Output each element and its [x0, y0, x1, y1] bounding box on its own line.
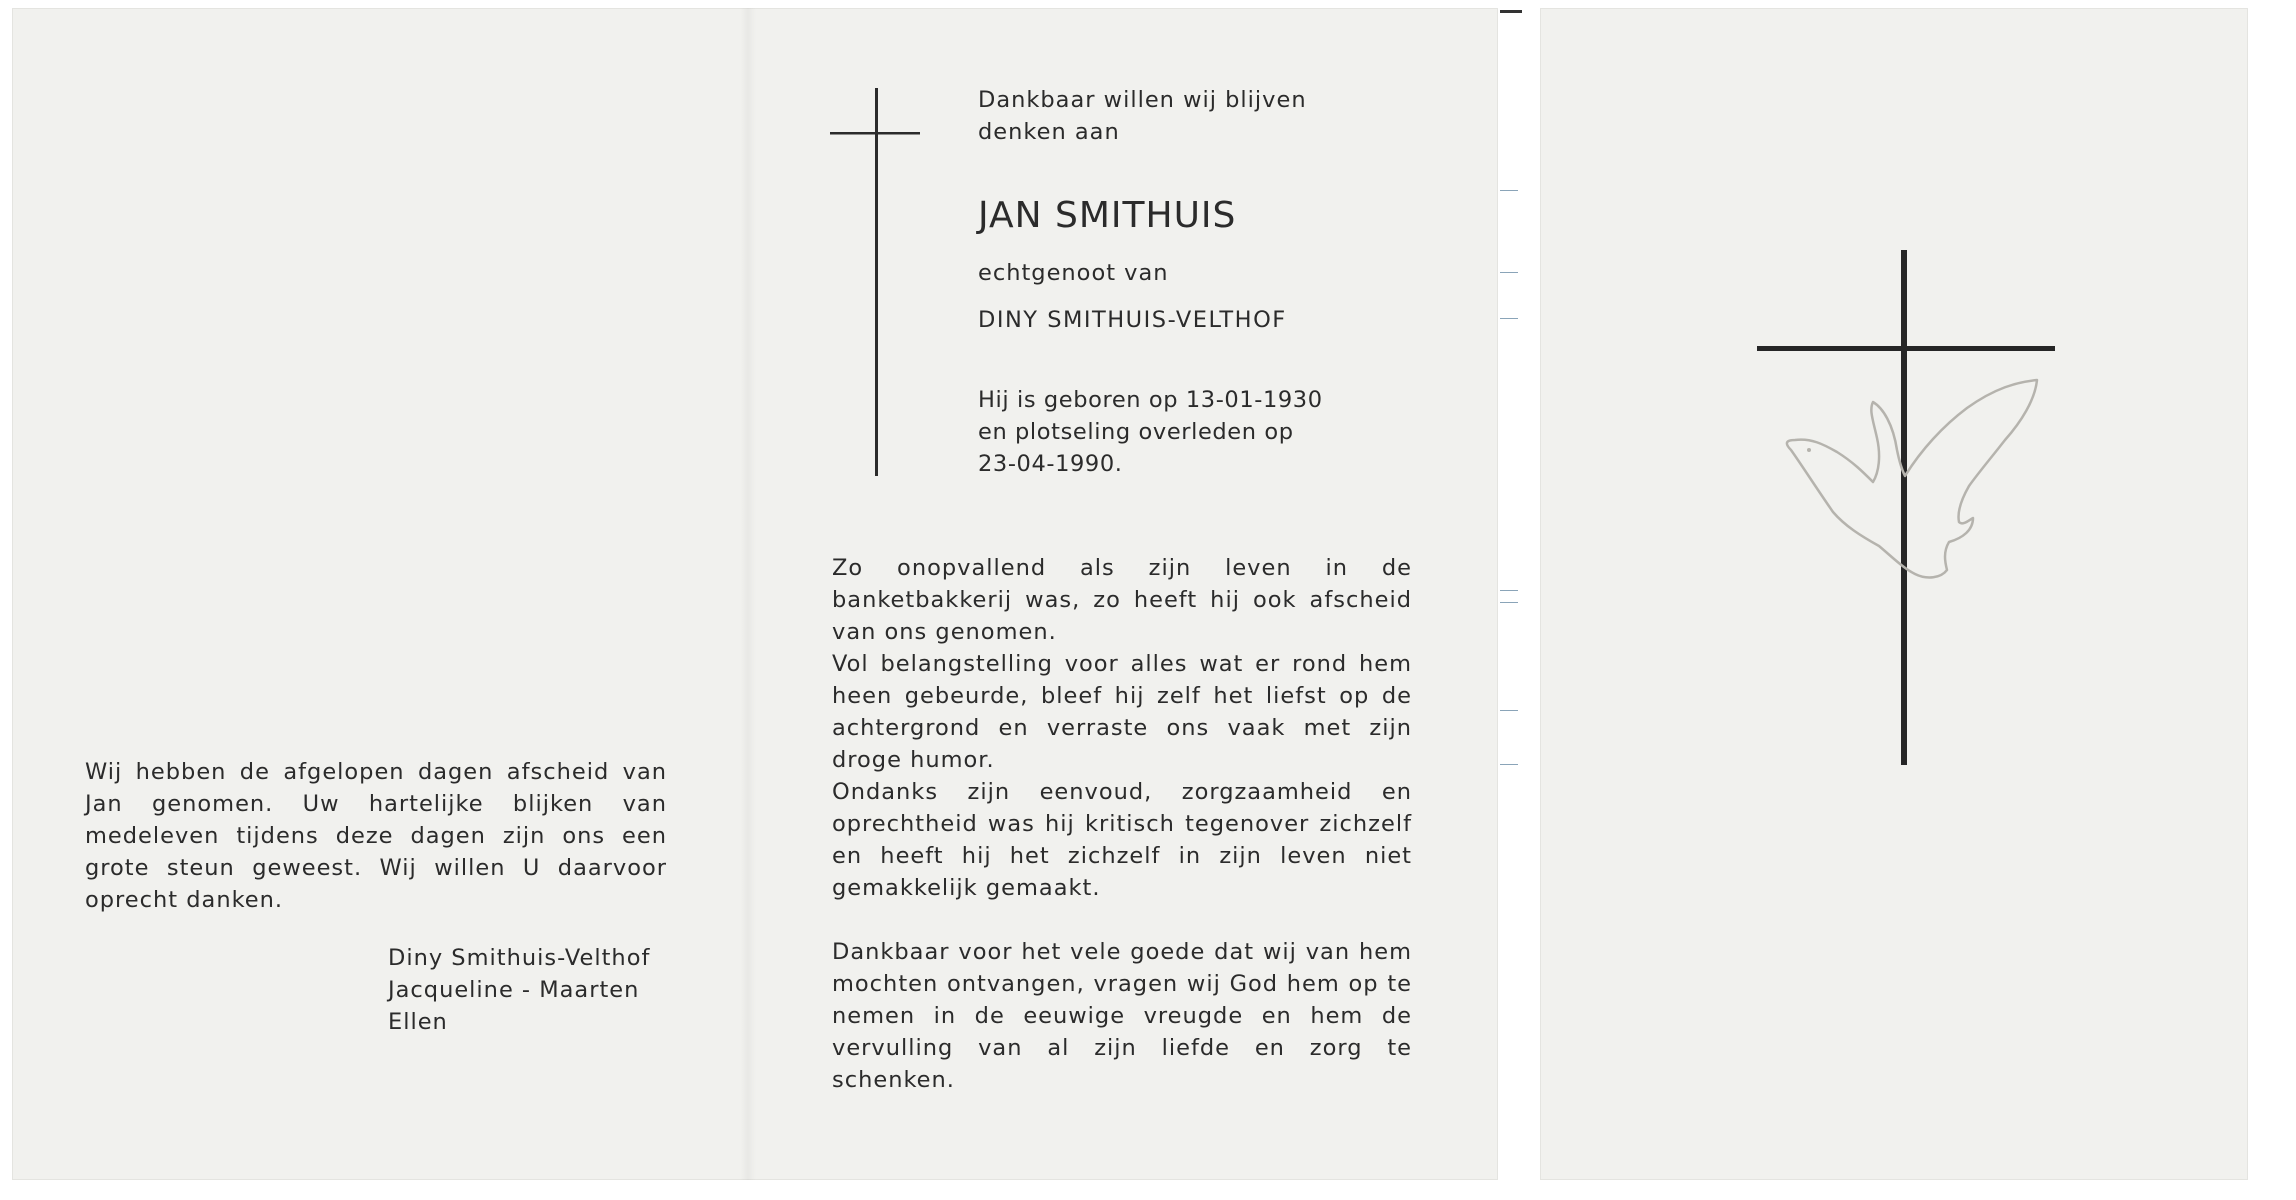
signature-line: Jacqueline - Maarten — [388, 977, 640, 1003]
spouse-name: DINY SMITHUIS-VELTHOF — [978, 307, 1287, 333]
signature-line: Ellen — [388, 1009, 448, 1035]
dove-eye — [1807, 448, 1811, 452]
intro-text — [978, 84, 1398, 148]
intro-line: Dankbaar willen wij blijven — [978, 87, 1307, 113]
scan-mark — [1500, 602, 1518, 603]
deceased-name: JAN SMITHUIS — [978, 195, 1237, 236]
memorial-paragraph: Vol belangstelling voor alles wat er rond hem heen gebeurde, bleef hij zelf het liefst op de achtergrond en verraste ons vaak met zijn droge humor. — [832, 651, 1412, 773]
closing-paragraph: Dankbaar voor het vele goede dat wij van hem mochten ontvangen, vragen wij God hem op te nemen in de eeuwige vreugde en hem de vervulling van al zijn liefde en zorg te schenken. — [832, 939, 1412, 1093]
spouse-prefix: echtgenoot van — [978, 260, 1169, 286]
dove-icon — [1787, 380, 2037, 577]
front-illustration — [1745, 250, 2095, 780]
scan-mark — [1500, 764, 1518, 765]
scan-mark — [1500, 710, 1518, 711]
life-dates — [978, 384, 1378, 480]
scan-mark — [1500, 590, 1518, 591]
cross-icon — [1757, 250, 2055, 765]
signature-line: Diny Smithuis-Velthof — [388, 945, 651, 971]
dates-line: Hij is geboren op 13-01-1930 — [978, 387, 1323, 413]
scan-mark — [1500, 318, 1518, 319]
intro-line: denken aan — [978, 119, 1120, 145]
memorial-paragraph: Ondanks zijn eenvoud, zorgzaamheid en oprechtheid was hij kritisch tegenover zichzelf en heeft hij het zichzelf in zijn leven niet gemakkelijk gemaakt. — [832, 779, 1412, 901]
dates-line: 23-04-1990. — [978, 451, 1123, 477]
cross-icon — [830, 88, 920, 476]
scan-mark — [1500, 272, 1518, 273]
scan-mark — [1500, 10, 1522, 13]
memorial-paragraph: Zo onopvallend als zijn leven in de banketbakkerij was, zo heeft hij ook afscheid van ons genomen. — [832, 555, 1412, 645]
signatures — [388, 942, 688, 1038]
thanks-message: Wij hebben de afgelopen dagen afscheid van Jan genomen. Uw hartelijke blijken van medeleven tijdens deze dagen zijn ons een grote steun geweest. Wij willen U daarvoor oprecht danken. — [85, 759, 667, 913]
scan-mark — [1500, 190, 1518, 191]
card-fold — [740, 8, 756, 1180]
dates-line: en plotseling overleden op — [978, 419, 1294, 445]
